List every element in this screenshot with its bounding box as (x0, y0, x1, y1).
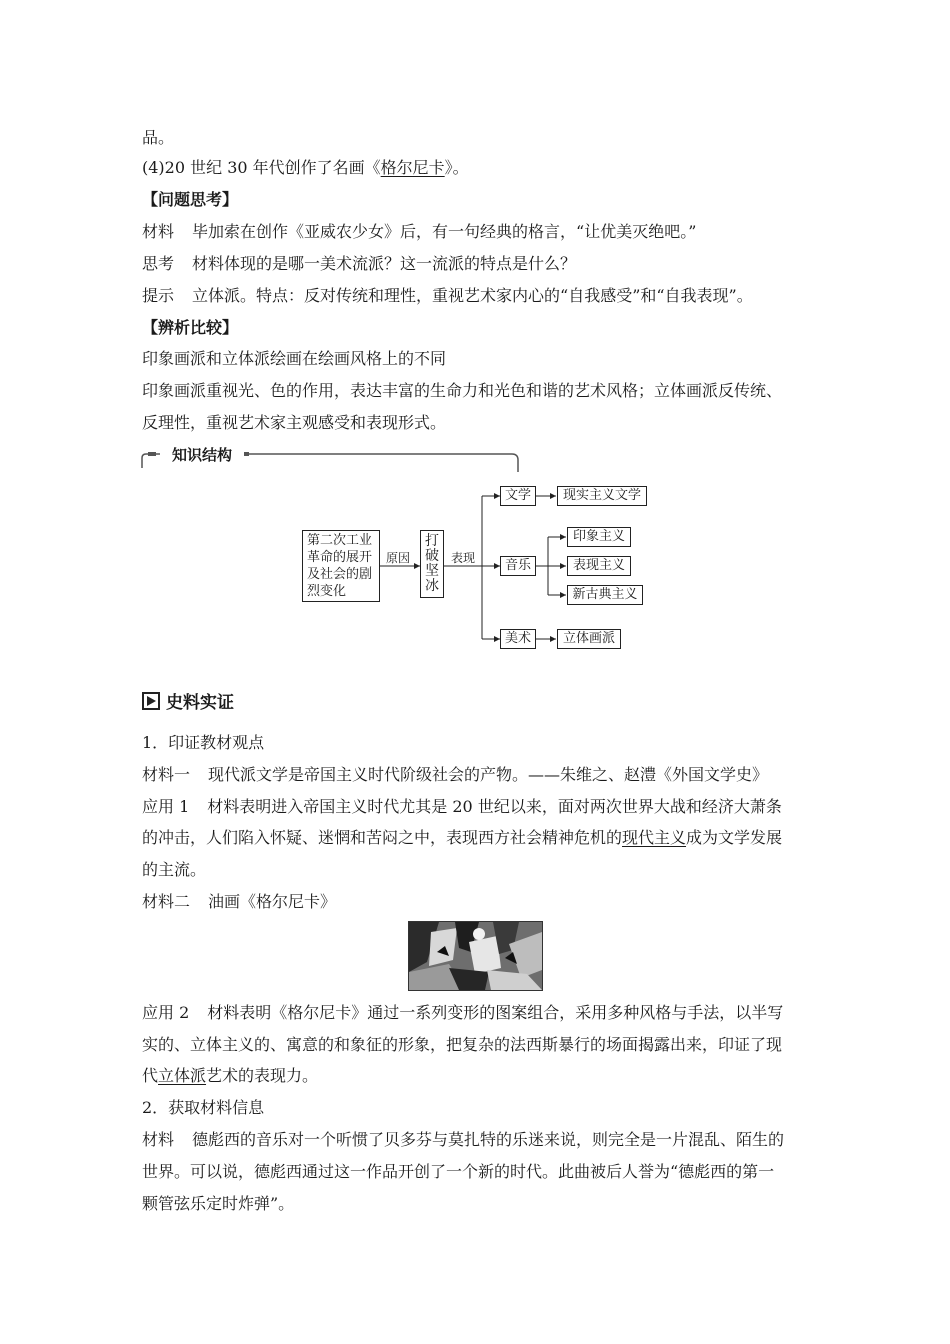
underlined-term: 格尔尼卡 (380, 158, 445, 177)
branch-meishu: 美术 (500, 629, 536, 649)
text-line: (4)20 世纪 30 年代创作了名画《格尔尼卡》。 (142, 158, 469, 177)
leaf-liti: 立体画派 (557, 629, 621, 649)
subheading: 1．印证教材观点 (142, 733, 265, 752)
text-line: 应用 1 材料表明进入帝国主义时代尤其是 20 世纪以来，面对两次世界大战和经济大萧条 (142, 797, 782, 816)
text-line: 品。 (142, 128, 175, 147)
cause-box: 第二次工业革命的展开及社会的剧烈变化 (302, 530, 380, 602)
text-line: 实的、立体主义的、寓意的和象征的形象，把复杂的法西斯暴行的场面揭露出来，印证了现 (142, 1035, 783, 1054)
heading-wenti: 【问题思考】 (142, 190, 239, 209)
branch-wenxue: 文学 (500, 486, 536, 506)
express-label: 表现 (451, 551, 476, 565)
branch-yinyue: 音乐 (500, 556, 536, 576)
text-line: 思考 材料体现的是哪一美术流派？这一流派的特点是什么？ (142, 254, 577, 273)
text-line: 应用 2 材料表明《格尔尼卡》通过一系列变形的图案组合，采用多种风格与手法，以半写 (142, 1003, 784, 1022)
text-line: 材料 毕加索在创作《亚威农少女》后，有一句经典的格言，“让优美灭绝吧。” (142, 222, 697, 241)
text-line: 颗管弦乐定时炸弹”。 (142, 1194, 295, 1213)
text-line: 材料二 油画《格尔尼卡》 (142, 892, 337, 911)
text-line: 材料 德彪西的音乐对一个听惯了贝多芬与莫扎特的乐迷来说，则完全是一片混乱、陌生的 (142, 1130, 785, 1149)
heading-bianxi: 【辨析比较】 (142, 318, 239, 337)
play-icon (142, 692, 160, 710)
text-line: 印象画派重视光、色的作用，表达丰富的生命力和光色和谐的艺术风格；立体画派反传统、 (142, 381, 783, 400)
underlined-term: 现代主义 (622, 828, 687, 847)
text-line: 的主流。 (142, 860, 207, 879)
section-title: 史料实证 (166, 693, 234, 713)
diagram-title: 知识结构 (168, 444, 236, 465)
guernica-image (408, 921, 543, 991)
reason-label: 原因 (386, 551, 411, 565)
subheading: 2．获取材料信息 (142, 1098, 265, 1117)
underlined-term: 立体派 (158, 1066, 207, 1085)
center-box: 打破坚冰 (420, 530, 444, 598)
leaf-xingudian: 新古典主义 (567, 585, 643, 605)
text-line: 的冲击，人们陷入怀疑、迷惘和苦闷之中，表现西方社会精神危机的现代主义成为文学发展 (142, 828, 783, 847)
text-line: 材料一 现代派文学是帝国主义时代阶级社会的产物。——朱维之、赵澧《外国文学史》 (142, 765, 769, 784)
text-line: 世界。可以说，德彪西通过这一作品开创了一个新的时代。此曲被后人誉为“德彪西的第一 (142, 1162, 775, 1181)
text-line: 提示 立体派。特点：反对传统和理性，重视艺术家内心的“自我感受”和“自我表现”。 (142, 286, 753, 305)
leaf-xianshi: 现实主义文学 (557, 486, 647, 506)
leaf-yinxiang: 印象主义 (567, 527, 631, 547)
text-line: 印象画派和立体派绘画在绘画风格上的不同 (142, 349, 447, 368)
text-line: 反理性，重视艺术家主观感受和表现形式。 (142, 413, 447, 432)
text-line: 代立体派艺术的表现力。 (142, 1066, 319, 1085)
leaf-biaoxian: 表现主义 (567, 556, 631, 576)
section-header (142, 688, 234, 713)
